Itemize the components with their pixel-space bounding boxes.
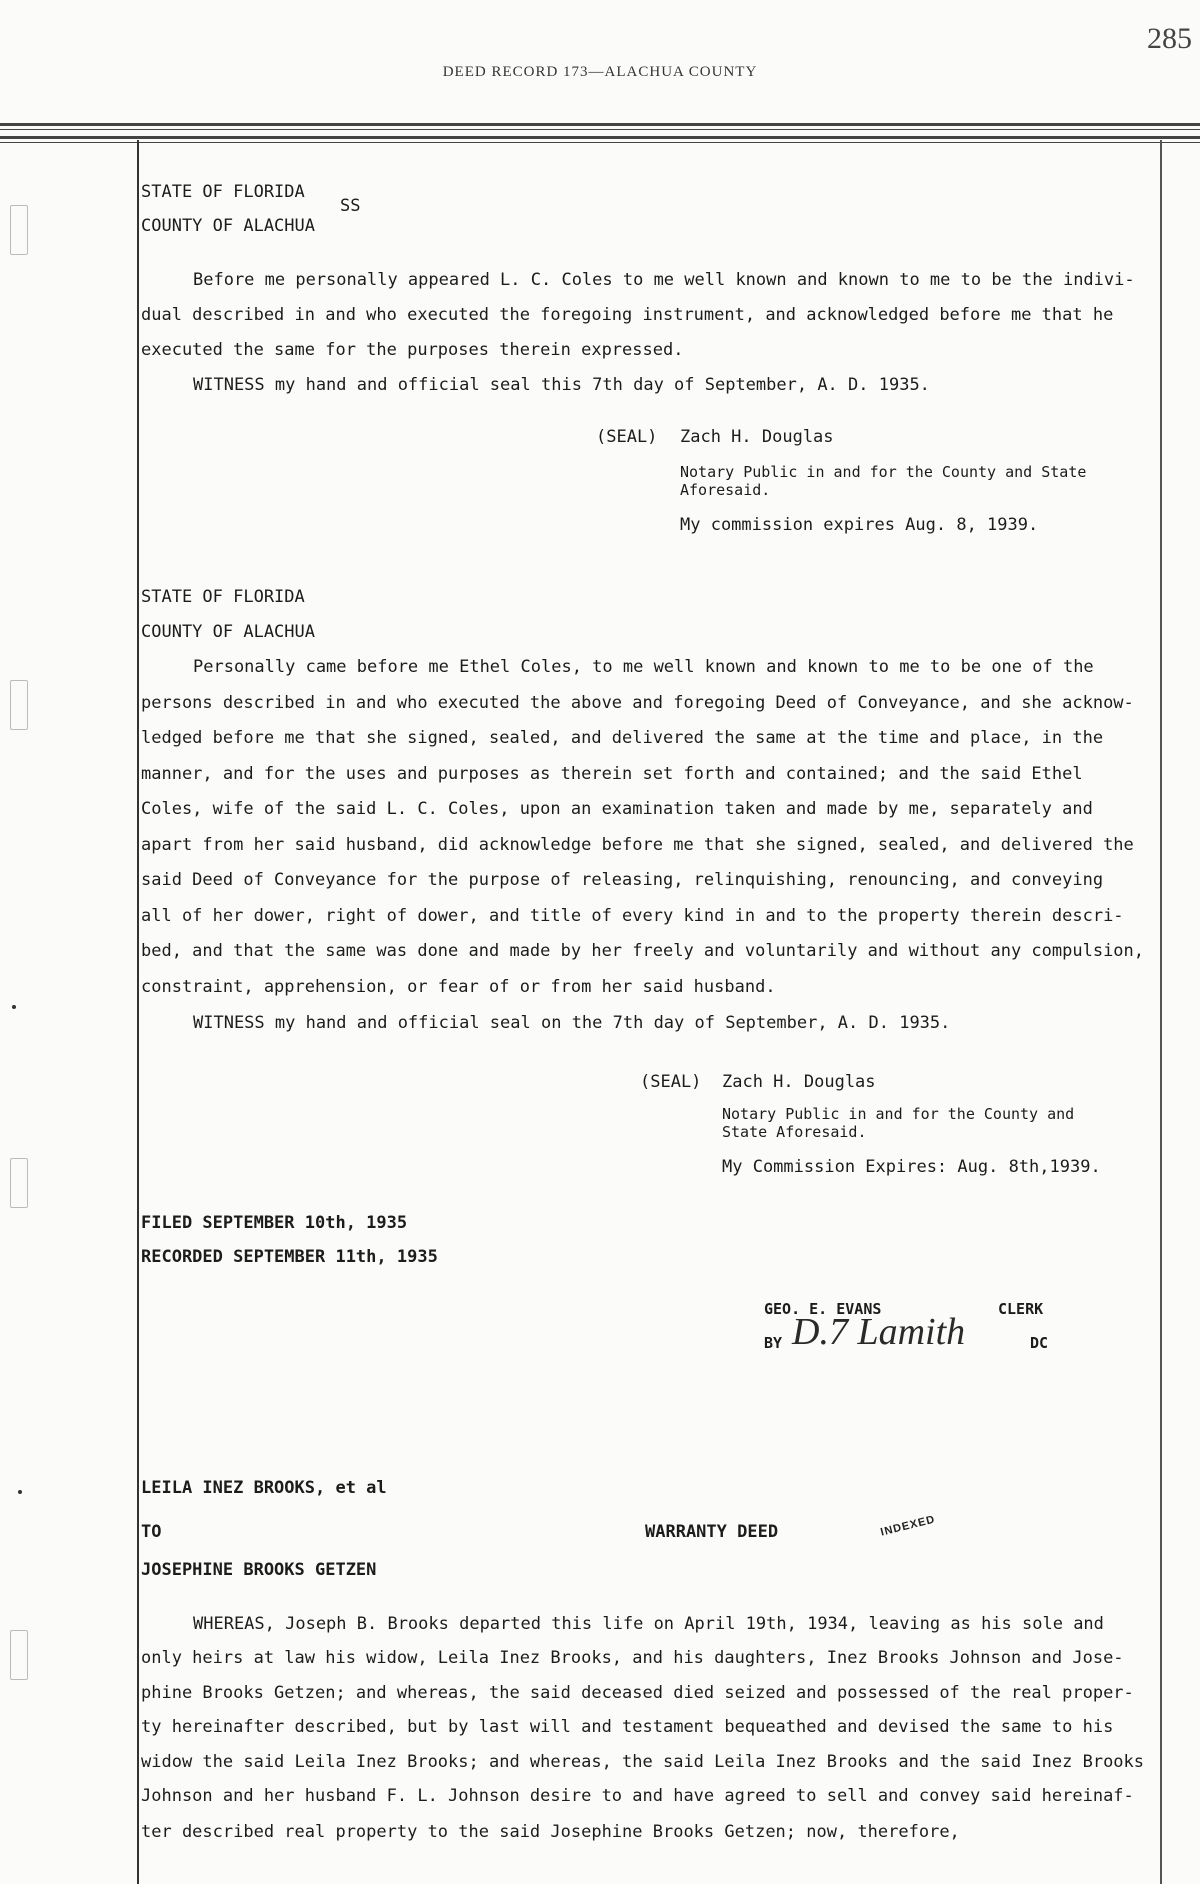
notary-title: State Aforesaid.: [722, 1123, 867, 1141]
notary-title: Aforesaid.: [680, 481, 771, 499]
body-line: ter described real property to the said Josephine Brooks Getzen; now, therefore,: [141, 1822, 960, 1842]
right-margin-rule: [1160, 140, 1162, 1884]
body-line: Coles, wife of the said L. C. Coles, upon an examination taken and made by me, separately and: [141, 799, 1093, 819]
venue-ss: SS: [340, 196, 361, 216]
running-head: DEED RECORD 173—ALACHUA COUNTY: [442, 64, 758, 80]
witness-clause: WITNESS my hand and official seal this 7th day of September, A. D. 1935.: [193, 375, 930, 395]
body-line: dual described in and who executed the foregoing instrument, and acknowledged before me that he: [141, 305, 1114, 325]
venue-county: COUNTY OF ALACHUA: [141, 216, 315, 236]
deputy-clerk-title: DC: [1030, 1334, 1049, 1352]
notary-name: Zach H. Douglas: [722, 1072, 876, 1092]
seal-mark: (SEAL): [596, 427, 658, 447]
witness-clause: WITNESS my hand and official seal on the 7th day of September, A. D. 1935.: [193, 1013, 951, 1033]
notary-title: Notary Public in and for the County and: [722, 1105, 1075, 1123]
body-line: ty hereinafter described, but by last will and testament bequeathed and devised the same to his: [141, 1717, 1114, 1737]
body-line: only heirs at law his widow, Leila Inez Brooks, and his daughters, Inez Brooks Johnson and Jose-: [141, 1648, 1124, 1668]
speck: [18, 1490, 22, 1494]
header-rule: [0, 142, 1200, 143]
header-rule: [0, 129, 1200, 130]
header-rule: [0, 136, 1200, 139]
grantee: JOSEPHINE BROOKS GETZEN: [141, 1560, 377, 1580]
body-line: bed, and that the same was done and made by her freely and voluntarily and without any compulsion,: [141, 941, 1145, 961]
body-line: executed the same for the purposes therein expressed.: [141, 340, 684, 360]
body-line: phine Brooks Getzen; and whereas, the said deceased died seized and possessed of the real proper-: [141, 1683, 1134, 1703]
body-line: apart from her said husband, did acknowledge before me that she signed, sealed, and delivered the: [141, 835, 1134, 855]
clerk-title: CLERK: [998, 1300, 1044, 1318]
venue-county: COUNTY OF ALACHUA: [141, 622, 315, 642]
recorded-date: RECORDED SEPTEMBER 11th, 1935: [141, 1247, 438, 1267]
indexed-stamp: INDEXED: [879, 1513, 937, 1539]
binder-hole: [10, 680, 28, 730]
venue-state: STATE OF FLORIDA: [141, 587, 305, 607]
body-line: said Deed of Conveyance for the purpose of releasing, relinquishing, renouncing, and conveying: [141, 870, 1104, 890]
header-rule: [0, 123, 1200, 126]
to-label: TO: [141, 1522, 162, 1542]
body-line: manner, and for the uses and purposes as therein set forth and contained; and the said Ethel: [141, 764, 1083, 784]
body-line: persons described in and who executed the above and foregoing Deed of Conveyance, and she acknow-: [141, 693, 1134, 713]
commission-expiry: My commission expires Aug. 8, 1939.: [680, 515, 1039, 535]
notary-name: Zach H. Douglas: [680, 427, 834, 447]
binder-hole: [10, 205, 28, 255]
body-line: ledged before me that she signed, sealed, and delivered the same at the time and place, in the: [141, 728, 1104, 748]
body-line: WHEREAS, Joseph B. Brooks departed this life on April 19th, 1934, leaving as his sole and: [193, 1614, 1104, 1634]
body-line: Before me personally appeared L. C. Coles to me well known and known to me to be the indivi-: [193, 270, 1135, 290]
notary-title: Notary Public in and for the County and State: [680, 463, 1087, 481]
body-line: all of her dower, right of dower, and title of every kind in and to the property therein descri-: [141, 906, 1124, 926]
body-line: Johnson and her husband F. L. Johnson desire to and have agreed to sell and convey said hereinaf-: [141, 1786, 1134, 1806]
body-line: constraint, apprehension, or fear of or from her said husband.: [141, 977, 776, 997]
binder-hole: [10, 1630, 28, 1680]
clerk-name: GEO. E. EVANS: [764, 1300, 882, 1318]
grantor: LEILA INEZ BROOKS, et al: [141, 1478, 387, 1498]
speck: [12, 1005, 16, 1009]
binder-hole: [10, 1158, 28, 1208]
body-line: widow the said Leila Inez Brooks; and whereas, the said Leila Inez Brooks and the said Inez Brooks: [141, 1752, 1145, 1772]
body-line: Personally came before me Ethel Coles, to me well known and known to me to be one of the: [193, 657, 1094, 677]
page-number: 285: [1147, 22, 1192, 55]
filed-date: FILED SEPTEMBER 10th, 1935: [141, 1213, 408, 1233]
deputy-signature: D.7 Lamith: [792, 1311, 966, 1353]
venue-state: STATE OF FLORIDA: [141, 182, 305, 202]
instrument-type: WARRANTY DEED: [645, 1522, 779, 1542]
by-label: BY: [764, 1334, 783, 1352]
seal-mark: (SEAL): [640, 1072, 702, 1092]
commission-expiry: My Commission Expires: Aug. 8th,1939.: [722, 1157, 1101, 1177]
left-margin-rule: [137, 140, 139, 1884]
